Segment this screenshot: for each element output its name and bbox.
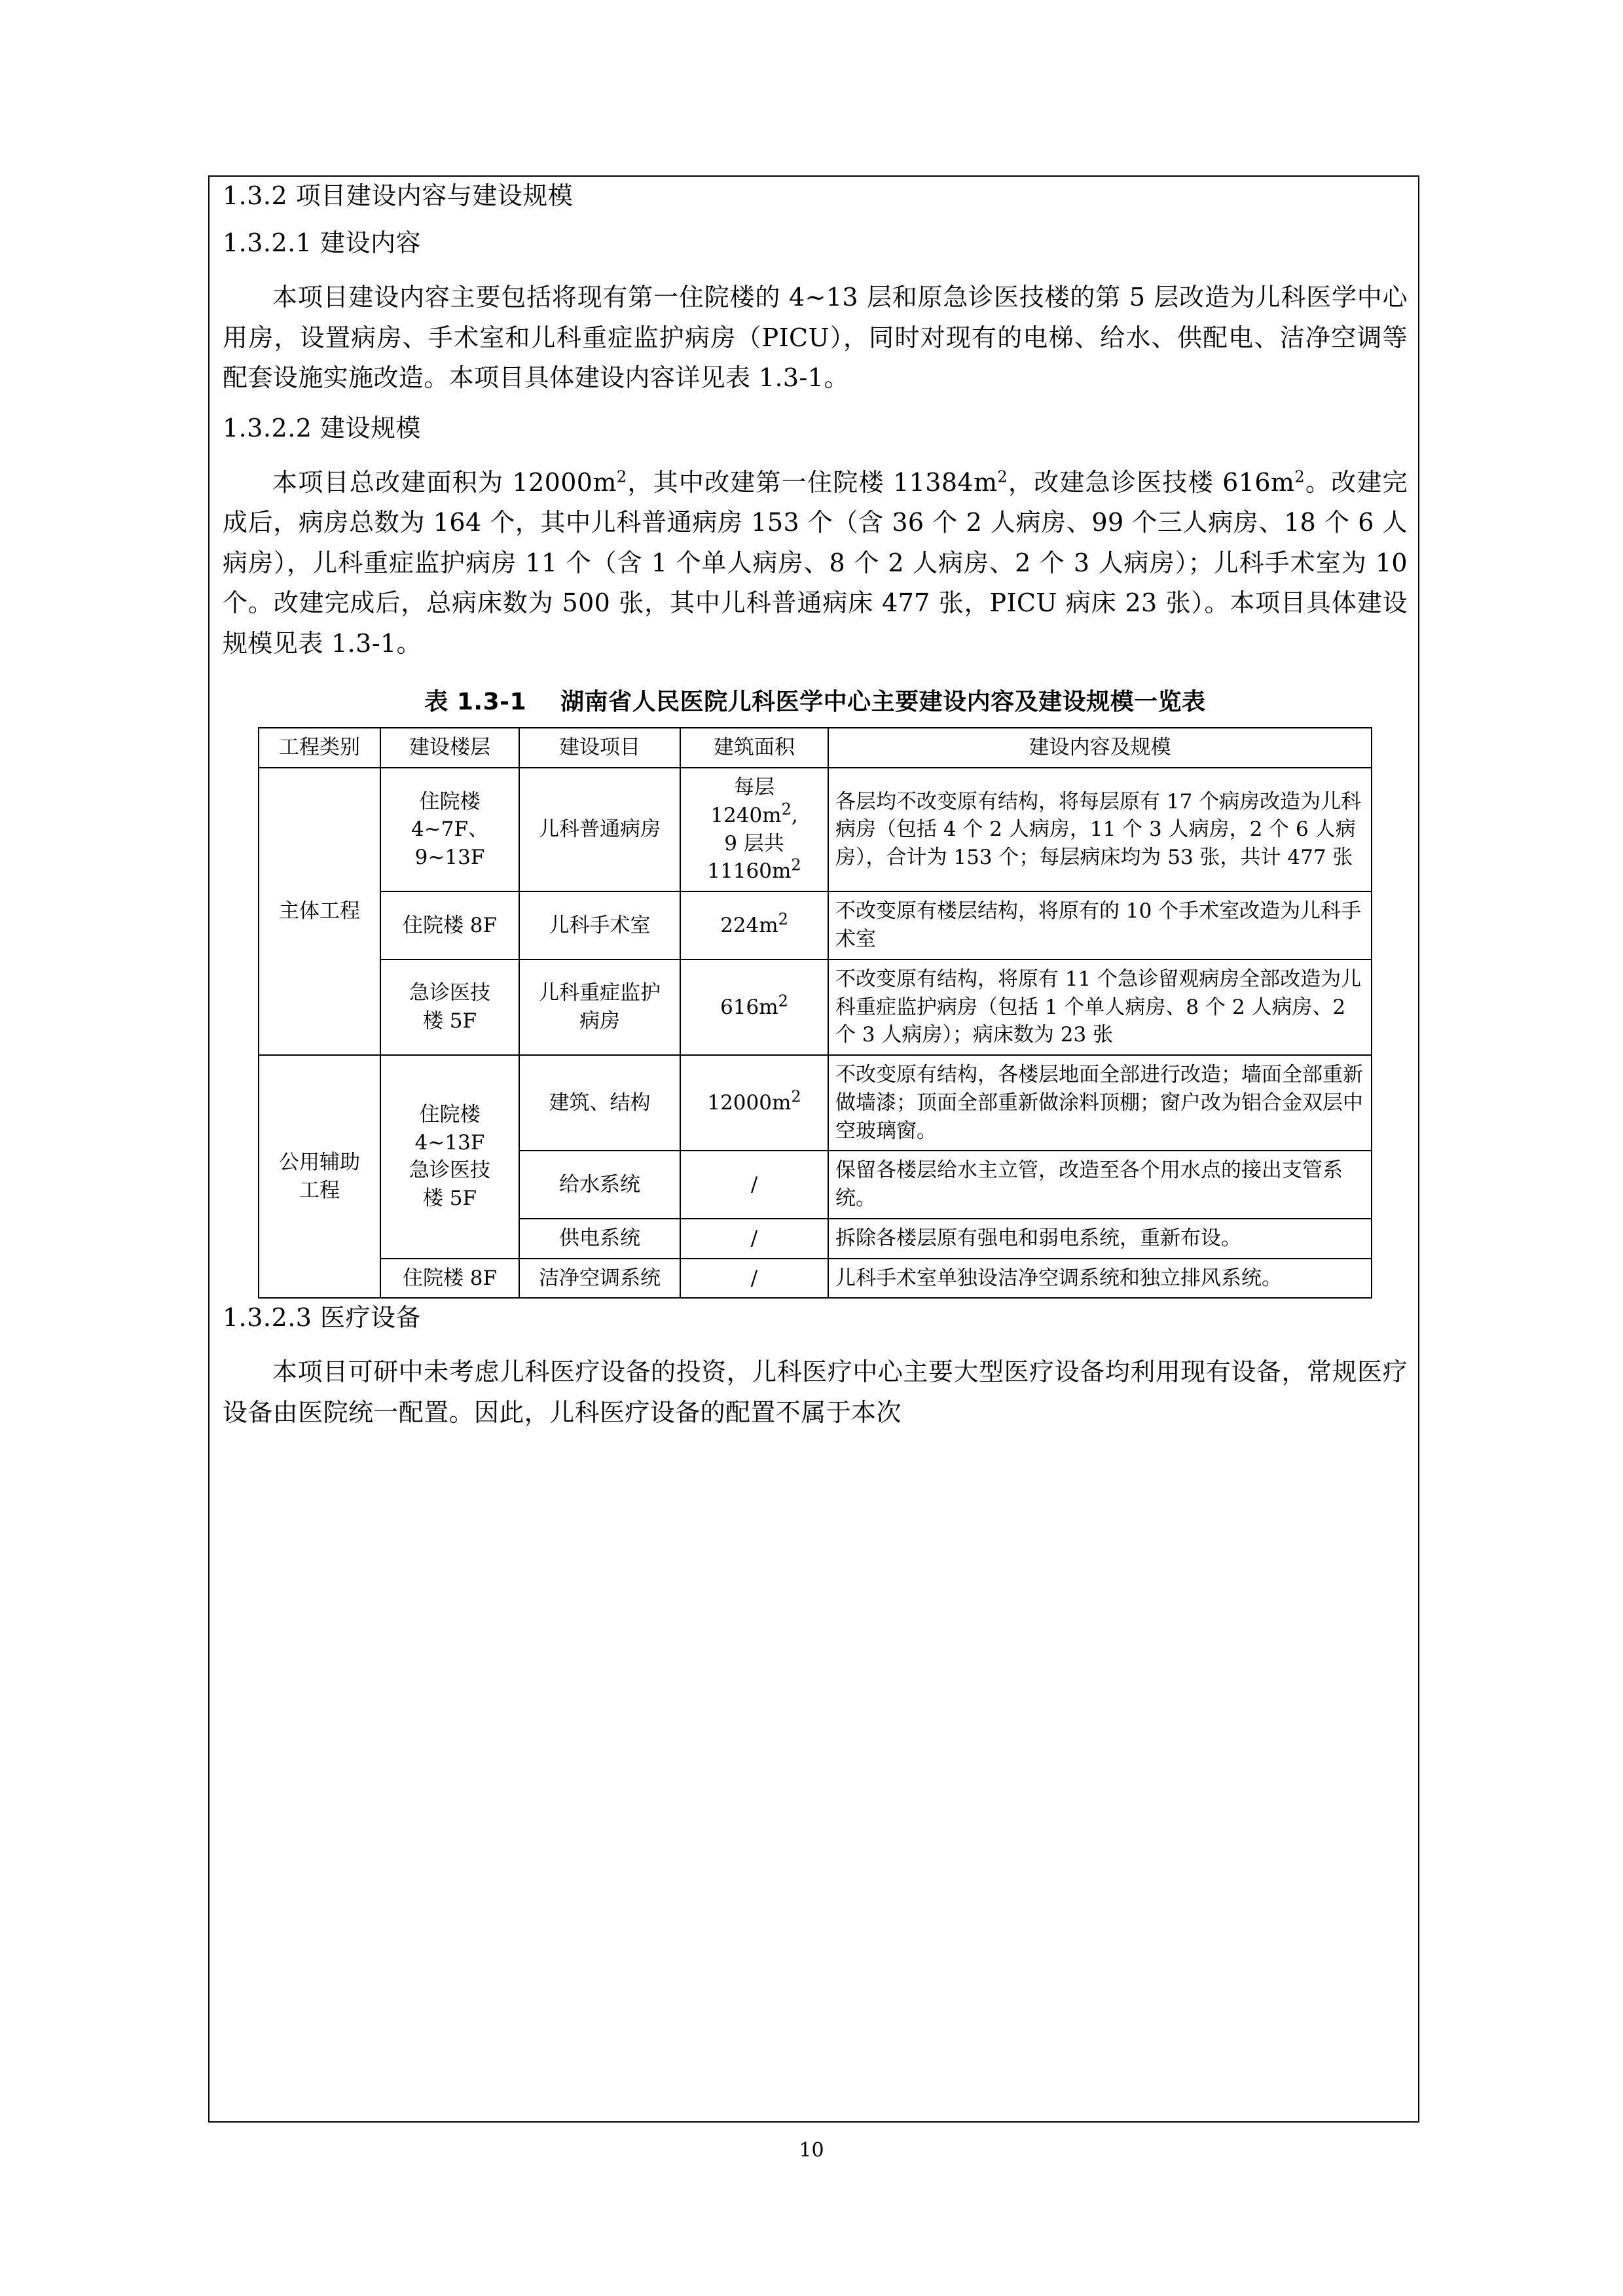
cell-content-clean-hvac: 儿科手术室单独设洁净空调系统和独立排风系统。 xyxy=(828,1259,1372,1299)
area-line-1: 每层 xyxy=(734,776,775,800)
table-row xyxy=(259,960,1372,1055)
section-heading-1-3-2-3: 1.3.2.3 医疗设备 xyxy=(223,1303,422,1333)
cell-area-general-ward xyxy=(680,768,828,891)
paragraph-construction-scale xyxy=(223,463,1408,664)
table-caption-number: 表 1.3-1 xyxy=(424,689,527,716)
area-line-2: $1240m^2$, xyxy=(710,800,798,827)
category-line-2: 工程 xyxy=(299,1178,340,1202)
floor-line-2: 4~7F、 xyxy=(411,817,488,842)
table-row xyxy=(259,1259,1372,1299)
cell-project-operating-room: 儿科手术室 xyxy=(519,891,680,960)
construction-scope-table xyxy=(258,727,1372,1299)
paragraph-medical-equipment: 本项目可研中未考虑儿科医疗设备的投资，儿科医疗中心主要大型医疗设备均利用现有设备，常规医疗设备由医院统一配置。因此，儿科医疗设备的配置不属于本次 xyxy=(223,1357,1408,1427)
cell-project-picu xyxy=(519,960,680,1055)
floor-line-4: 楼 5F xyxy=(422,1187,477,1211)
floor-line-1: 住院楼 xyxy=(419,1102,481,1126)
table-header-content: 建设内容及规模 xyxy=(828,728,1372,768)
cell-category-main: 主体工程 xyxy=(259,768,380,1055)
floor-line-1: 住院楼 xyxy=(419,789,481,814)
project-line-1: 儿科重症监护 xyxy=(539,981,661,1005)
floor-line-3: 急诊医技 xyxy=(409,1158,490,1183)
paragraph-construction-content: 本项目建设内容主要包括将现有第一住院楼的 4~13 层和原急诊医技楼的第 5 层改造为儿科医学中心用房，设置病房、手术室和儿科重症监护病房（PICU），同时对现有的电梯、给水、供配电、洁净空调等配套设施实施改造。本项目具体建设内容详见表 1.3-1。 xyxy=(223,283,1408,393)
section-heading-1-3-2-1: 1.3.2.1 建设内容 xyxy=(223,228,422,257)
cell-content-structure: 不改变原有结构，各楼层地面全部进行改造；墙面全部重新做墙漆；顶面全部重新做涂料顶棚；窗户改为铝合金双层中空玻璃窗。 xyxy=(828,1055,1372,1151)
table-row xyxy=(259,768,1372,891)
scale-text-3: ，改建急诊医技楼 616m xyxy=(1008,467,1295,497)
floor-line-2: 4~13F xyxy=(414,1130,485,1155)
cell-project-general-ward: 儿科普通病房 xyxy=(519,768,680,891)
cell-area-operating-room: $224m^2$ xyxy=(680,891,828,960)
area-line-3: 9 层共 xyxy=(724,831,784,855)
section-heading-1-3-2-2: 1.3.2.2 建设规模 xyxy=(223,413,422,442)
cell-area-clean-hvac: / xyxy=(680,1259,828,1299)
table-header-project: 建设项目 xyxy=(519,728,680,768)
cell-floor-8f: 住院楼 8F xyxy=(380,891,519,960)
table-caption xyxy=(223,683,1408,717)
table-header-row xyxy=(259,728,1372,768)
page-number: 10 xyxy=(799,2139,824,2162)
floor-line-3: 9~13F xyxy=(414,846,485,870)
table-row xyxy=(259,891,1372,960)
floor-line-2: 楼 5F xyxy=(422,1009,477,1033)
table-header-category: 工程类别 xyxy=(259,728,380,768)
cell-floor-utility xyxy=(380,1055,519,1259)
floor-line-1: 急诊医技 xyxy=(409,981,490,1005)
cell-project-power-supply: 供电系统 xyxy=(519,1219,680,1259)
category-line-1: 公用辅助 xyxy=(279,1150,360,1174)
superscript-2: 2 xyxy=(997,467,1008,486)
scale-text-4: 。改建完成后，病房总数为 164 个，其中儿科普通病房 153 个（含 36 个 2 人病房、99 个三人病房、18 个 6 人病房），儿科重症监护病房 11 个（含 1 个单人病房、8 个 2 人病房、2 个 3 人病房）；儿科手术室为 10 个。改建完成后，总病床数为 500 张，其中儿科普通病床 477 张，PICU 病床 23 张）。本项目具体建设规模见表 1.3-1。 xyxy=(223,467,1408,658)
superscript-1: 2 xyxy=(616,467,627,486)
cell-area-structure: $12000m^2$ xyxy=(680,1055,828,1151)
cell-area-power-supply: / xyxy=(680,1219,828,1259)
table-caption-text: 湖南省人民医院儿科医学中心主要建设内容及建设规模一览表 xyxy=(560,689,1206,716)
project-line-2: 病房 xyxy=(579,1009,620,1033)
cell-content-operating-room: 不改变原有楼层结构，将原有的 10 个手术室改造为儿科手术室 xyxy=(828,891,1372,960)
scale-text-2: ，其中改建第一住院楼 11384m xyxy=(627,467,998,497)
superscript-3: 2 xyxy=(1294,467,1305,486)
cell-area-water-supply: / xyxy=(680,1151,828,1219)
cell-content-water-supply: 保留各楼层给水主立管，改造至各个用水点的接出支管系统。 xyxy=(828,1151,1372,1219)
scale-text-1: 本项目总改建面积为 12000m xyxy=(272,467,617,497)
table-header-area: 建筑面积 xyxy=(680,728,828,768)
cell-content-power-supply: 拆除各楼层原有强电和弱电系统，重新布设。 xyxy=(828,1219,1372,1259)
cell-project-clean-hvac: 洁净空调系统 xyxy=(519,1259,680,1299)
cell-area-picu: $616m^2$ xyxy=(680,960,828,1055)
cell-content-general-ward: 各层均不改变原有结构，将每层原有 17 个病房改造为儿科病房（包括 4 个 2 人病房，11 个 3 人病房，2 个 6 人病房），合计为 153 个；每层病床均为 53 张，共计 477 张 xyxy=(828,768,1372,891)
cell-floor-8f-hvac: 住院楼 8F xyxy=(380,1259,519,1299)
cell-project-water-supply: 给水系统 xyxy=(519,1151,680,1219)
area-line-4: $11160m^2$ xyxy=(707,856,801,884)
cell-content-picu: 不改变原有结构，将原有 11 个急诊留观病房全部改造为儿科重症监护病房（包括 1 个单人病房、8 个 2 人病房、2 个 3 人病房）；病床数为 23 张 xyxy=(828,960,1372,1055)
cell-floor-ward xyxy=(380,768,519,891)
table-header-floor: 建设楼层 xyxy=(380,728,519,768)
table-row xyxy=(259,1055,1372,1151)
cell-floor-emergency-5f xyxy=(380,960,519,1055)
cell-category-utility xyxy=(259,1055,380,1298)
section-heading-1-3-2: 1.3.2 项目建设内容与建设规模 xyxy=(223,181,574,210)
cell-project-structure: 建筑、结构 xyxy=(519,1055,680,1151)
page-content xyxy=(223,183,1408,1438)
